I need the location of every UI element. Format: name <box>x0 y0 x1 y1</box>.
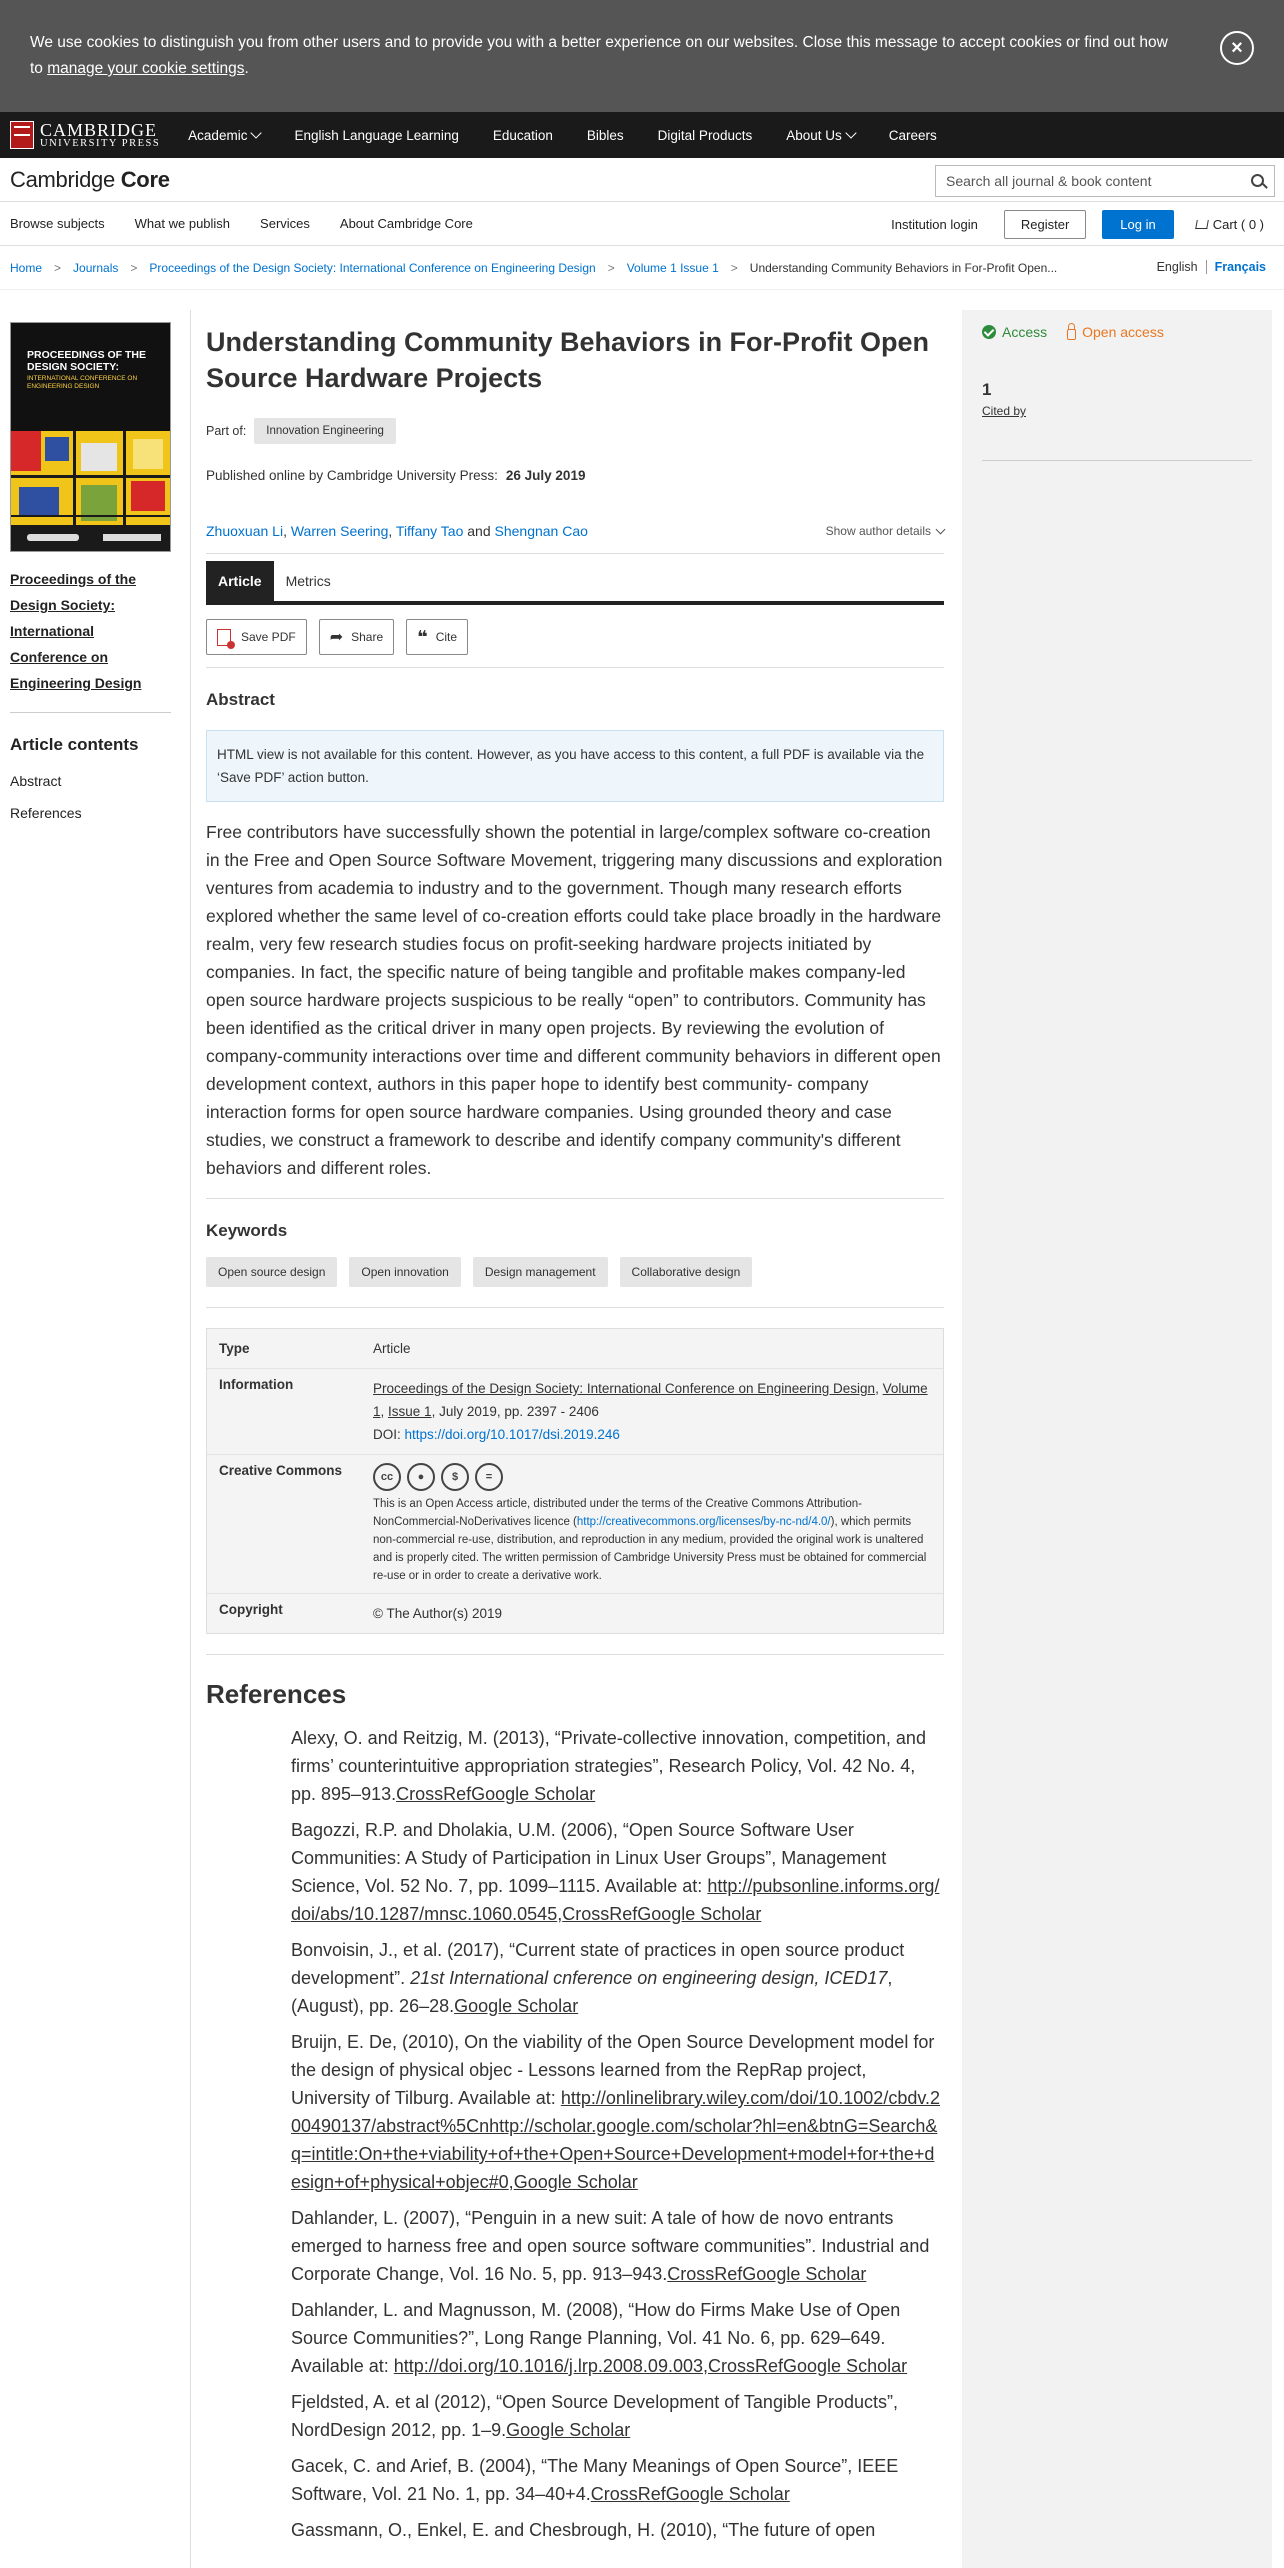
article-info-table <box>206 1328 944 1634</box>
keyword-pill[interactable]: Open source design <box>206 1257 337 1287</box>
cc-by-icon: ● <box>407 1463 435 1491</box>
cc-nc-icon: $ <box>441 1463 469 1491</box>
tab-article[interactable]: Article <box>206 561 274 601</box>
reference-item: Dahlander, L. (2007), “Penguin in a new suit: A tale of how de novo entrants emerged to harness free and open source software communities”. Industrial and Corporate Change, Vol. 16 No. 5, pp. 913–943.CrossRefGoogle Scholar <box>291 2208 930 2284</box>
reference-item: Bonvoisin, J., et al. (2017), “Current state of practices in open source product development”. 21st International cnference on engineering design, ICED17, (August), pp. 26–28.Google Scholar <box>291 1940 905 2016</box>
access-badge: Access <box>982 324 1047 340</box>
breadcrumb-home[interactable]: Home <box>10 260 43 275</box>
published-date: 26 July 2019 <box>505 468 586 483</box>
breadcrumb-journal[interactable]: Proceedings of the Design Society: International Conference on Engineering Design <box>149 260 596 275</box>
article-contents-heading: Article contents <box>10 735 139 754</box>
logo-line2: UNIVERSITY PRESS <box>40 137 161 149</box>
sidebar-divider-line <box>982 460 1252 461</box>
info-journal-link[interactable]: Proceedings of the Design Society: International Conference on Engineering Design <box>373 1381 876 1396</box>
info-label: Type <box>219 1341 250 1356</box>
crest-icon <box>10 121 34 149</box>
reference-item: Gacek, C. and Arief, B. (2004), “The Many Meanings of Open Source”, IEEE Software, Vol. 21 No. 1, pp. 34–40+4.CrossRefGoogle Scholar <box>291 2456 899 2504</box>
browse-subjects-link[interactable]: Browse subjects <box>10 216 105 231</box>
cited-by-metric[interactable] <box>982 380 1252 418</box>
info-label: Information <box>219 1377 294 1392</box>
reference-item: Bagozzi, R.P. and Dholakia, U.M. (2006), “Open Source Software User Communities: A Study of Participation in Linux User Groups”, Management Science, Vol. 52 No. 7, pp. 1099–1115. Available at: http://pubsonline.informs.org/doi/abs/10.1287/mnsc.1060.0545,CrossRefGoogle Scholar <box>291 1820 940 1924</box>
references-list <box>206 1724 944 2544</box>
open-lock-icon <box>1067 329 1076 340</box>
login-button[interactable]: Log in <box>1102 210 1173 239</box>
cover-publisher-bar <box>11 525 170 551</box>
keywords-heading: Keywords <box>206 1221 288 1240</box>
top-navigation <box>0 112 1284 158</box>
breadcrumb <box>0 246 1284 290</box>
keyword-pill[interactable]: Open innovation <box>349 1257 460 1287</box>
nav-digital-products[interactable]: Digital Products <box>657 127 753 143</box>
reference-links[interactable]: CrossRefGoogle Scholar <box>562 1904 762 1924</box>
sidebar-journal-title-link[interactable]: Proceedings of the Design Society: International Conference on Engineering Design <box>10 571 142 691</box>
nav-bibles[interactable]: Bibles <box>586 127 624 143</box>
info-row-copyright <box>207 1594 943 1633</box>
article-actions <box>206 619 944 655</box>
chevron-down-icon <box>845 127 856 138</box>
reference-item: Dahlander, L. and Magnusson, M. (2008), “How do Firms Make Use of Open Source Communities?”, Long Range Planning, Vol. 41 No. 6, pp. 629–649. Available at: http://doi.org/10.1016/j.lrp.2008.09.003,CrossRefGoogle Scholar <box>291 2300 908 2376</box>
search-box <box>935 165 1275 197</box>
cited-by-count: 1 <box>982 380 992 399</box>
institution-login-link[interactable]: Institution login <box>891 216 978 232</box>
article-main <box>206 310 944 2552</box>
what-we-publish-link[interactable]: What we publish <box>134 216 231 231</box>
share-icon: ➦ <box>329 629 344 646</box>
doi-link[interactable]: https://doi.org/10.1017/dsi.2019.246 <box>404 1427 620 1442</box>
left-sidebar <box>10 322 170 821</box>
reference-links[interactable]: Google Scholar <box>513 2172 638 2192</box>
abstract-heading: Abstract <box>206 690 275 709</box>
nav-english-language-learning[interactable]: English Language Learning <box>294 127 459 143</box>
cookie-message: We use cookies to distinguish you from other users and to provide you with a better experience on our websites. Close this message to accept cookies or find out how to manage your cookie settings. <box>30 34 1168 77</box>
collection-pill[interactable]: Innovation Engineering <box>254 418 396 444</box>
cover-artwork <box>11 431 170 527</box>
info-value: © The Author(s) 2019 <box>373 1606 503 1621</box>
article-title: Understanding Community Behaviors in For-Profit Open Source Hardware Projects <box>206 327 930 393</box>
cc-license-icons[interactable] <box>373 1463 931 1491</box>
sidebar-divider-line <box>10 712 171 713</box>
author-link[interactable]: Tiffany Tao <box>395 523 464 539</box>
info-volume-link[interactable]: Volume 1 <box>373 1381 928 1419</box>
info-issue-link[interactable]: Issue 1 <box>388 1404 432 1419</box>
services-link[interactable]: Services <box>260 216 310 231</box>
access-status <box>982 324 1252 340</box>
cambridge-core-logo[interactable]: Cambridge Core <box>10 166 170 192</box>
keyword-pill[interactable]: Design management <box>473 1257 608 1287</box>
sidebar-divider <box>190 310 191 2568</box>
info-value: Article <box>373 1341 411 1356</box>
cover-title: PROCEEDINGS OF THE DESIGN SOCIETY: <box>27 349 147 373</box>
abstract-text: Free contributors have successfully shown the potential in large/complex software co-creation in the Free and Open Source Software Movement, triggering many discussions and exploration ventures from academia to industry and to the government. Though many research efforts explored whether the same level of co-creation efforts could take place broadly in the hardware realm, very few research studies focus on profit-seeking hardware projects initiated by companies. In fact, the specific nature of being tangible and profitable makes company-led open source hardware projects suspicious to be really “open” to contributors. Community has been identified as the critical driver in many open projects. By reviewing the evolution of company-community interactions over time and different community behaviors in different open development context, authors in this paper hope to identify best community- company interaction forms for open source hardware companies. Using grounded theory and case studies, we construct a framework to describe and identify company community's different behaviors and different roles. <box>206 822 943 1178</box>
nav-careers[interactable]: Careers <box>888 127 937 143</box>
cover-subtitle: INTERNATIONAL CONFERENCE ON ENGINEERING DESIGN <box>27 375 138 390</box>
keyword-pill[interactable]: Collaborative design <box>620 1257 753 1287</box>
reference-item: Gassmann, O., Enkel, E. and Chesbrough, H. (2010), “The future of open <box>291 2520 876 2540</box>
references-heading: References <box>206 1679 347 1709</box>
reference-item: Alexy, O. and Reitzig, M. (2013), “Private-collective innovation, competition, and firms’ counterintuitive appropriation strategies”, Research Policy, Vol. 42 No. 4, pp. 895–913.CrossRefGoogle Scholar <box>291 1728 926 1804</box>
check-circle-icon <box>982 325 996 339</box>
language-english[interactable]: English <box>1157 260 1207 274</box>
breadcrumb-separator: > <box>130 260 138 275</box>
published-info: Published online by Cambridge University Press: 26 July 2019 <box>206 468 586 483</box>
breadcrumb-separator: > <box>54 260 62 275</box>
search-icon[interactable] <box>1242 166 1274 196</box>
register-button[interactable]: Register <box>1004 210 1086 239</box>
search-input[interactable] <box>936 166 1242 196</box>
authors: Zhuoxuan Li, Warren Seering, Tiffany Tao and Shengnan Cao Show author details <box>206 523 944 539</box>
breadcrumb-separator: > <box>607 260 615 275</box>
breadcrumb-issue[interactable]: Volume 1 Issue 1 <box>626 260 719 275</box>
quote-icon: ❝ <box>417 626 428 647</box>
chevron-down-icon <box>251 127 262 138</box>
reference-links[interactable]: CrossRefGoogle Scholar <box>708 2356 908 2376</box>
share-button[interactable]: ➦ Share <box>319 619 394 655</box>
reference-item: Bruijn, E. De, (2010), On the viability of the Open Source Development model for the design of physical objec - Lessons learned from the RepRap project, University of Tilburg. Available at: http://onlinelibrary.wiley.com/doi/10.1002/cbdv.200490137/abstract%5Cnhttp://scholar.google.com/scholar?hl=en&btnG=Search&q=intitle:On+the+viability+of+the+Open+Source+Development+model+for+the+design+of+physical+objec#0,Google Scholar <box>291 2032 941 2192</box>
language-switcher <box>1157 260 1266 274</box>
chevron-down-icon <box>936 524 946 534</box>
nav-education[interactable]: Education <box>492 127 553 143</box>
about-cambridge-core-link[interactable]: About Cambridge Core <box>339 216 473 231</box>
save-pdf-button[interactable]: Save PDF <box>206 619 307 655</box>
show-author-details-toggle[interactable]: Show author details <box>826 524 944 538</box>
author-link[interactable]: Shengnan Cao <box>494 523 588 539</box>
nav-academic[interactable]: Academic <box>188 128 260 143</box>
reference-item: Fjeldsted, A. et al (2012), “Open Source Development of Tangible Products”, NordDesign 2012, pp. 1–9.Google Scholar <box>291 2392 898 2440</box>
reference-links[interactable]: CrossRefGoogle Scholar <box>667 2264 867 2284</box>
info-row-information <box>207 1369 943 1455</box>
keywords-list <box>206 1257 944 1287</box>
cited-by-label[interactable]: Cited by <box>982 404 1027 418</box>
reference-url[interactable]: http://onlinelibrary.wiley.com/doi/10.1002/cbdv.200490137/abstract%5Cnhttp://scholar.google.com/scholar?hl=en&btnG=Search&q=intitle:On+the+viability+of+the+Open+Source+Development+model+for+the+design+of+physical+objec#0 <box>291 2088 941 2192</box>
logo-line1: CAMBRIDGE <box>40 119 158 140</box>
contents-abstract-link[interactable]: Abstract <box>10 773 62 789</box>
tab-metrics[interactable]: Metrics <box>285 573 331 589</box>
article-tabs <box>206 561 944 605</box>
cookie-close-button[interactable]: × <box>1220 31 1254 65</box>
breadcrumb-journals[interactable]: Journals <box>73 260 119 275</box>
pdf-icon <box>217 629 231 646</box>
info-label: Creative Commons <box>219 1463 343 1478</box>
cc-license-text: This is an Open Access article, distributed under the terms of the Creative Commons Attribution-NonCommercial-NoDerivatives licence (http://creativecommons.org/licenses/by-nc-nd/4.0/), which permits non-commercial re-use, distribution, and reproduction in any medium, provided the original work is unaltered and is properly cited. The written permission of Cambridge University Press must be obtained for commercial re-use or in order to create a derivative work. <box>373 1498 927 1582</box>
nav-about-us[interactable]: About Us <box>786 128 855 143</box>
cc-icon: cc <box>373 1463 401 1491</box>
info-value: Proceedings of the Design Society: International Conference on Engineering Design, Volume 1, Issue 1, July 2019, pp. 2397 - 2406 DOI: https://doi.org/10.1017/dsi.2019.246 <box>373 1381 928 1442</box>
reference-links[interactable]: Google Scholar <box>506 2420 631 2440</box>
reference-links[interactable]: CrossRefGoogle Scholar <box>396 1784 596 1804</box>
part-of <box>206 418 944 444</box>
cite-button[interactable]: ❝ Cite <box>406 619 468 655</box>
reference-links[interactable]: Google Scholar <box>454 1996 579 2016</box>
html-unavailable-notice: HTML view is not available for this content. However, as you have access to this content, a full PDF is available via the ‘Save PDF’ action button. <box>206 730 944 802</box>
right-sidebar <box>962 310 1272 2568</box>
journal-cover-image[interactable] <box>10 322 171 552</box>
cambridge-logo[interactable] <box>10 121 160 150</box>
info-label: Copyright <box>219 1602 283 1617</box>
info-row-type <box>207 1329 943 1369</box>
cc-nd-icon: = <box>475 1463 503 1491</box>
reference-links[interactable]: CrossRefGoogle Scholar <box>590 2484 790 2504</box>
cart-icon <box>1195 220 1209 229</box>
open-access-badge: Open access <box>1067 324 1164 340</box>
reference-url[interactable]: http://pubsonline.informs.org/doi/abs/10.1287/mnsc.1060.0545 <box>291 1876 940 1924</box>
reference-url[interactable]: http://doi.org/10.1016/j.lrp.2008.09.003 <box>393 2356 703 2376</box>
cart-link[interactable]: Cart ( 0 ) <box>1196 217 1264 232</box>
sub-navigation <box>0 202 1284 246</box>
core-header <box>0 158 1284 202</box>
manage-cookie-settings-link[interactable]: manage your cookie settings <box>47 60 245 77</box>
author-link[interactable]: Zhuoxuan Li <box>206 523 284 539</box>
contents-references-link[interactable]: References <box>10 805 82 821</box>
breadcrumb-current: Understanding Community Behaviors in For-Profit Open... <box>749 260 1058 275</box>
part-of-label: Part of: <box>206 424 247 438</box>
info-row-creative-commons <box>207 1455 943 1594</box>
cc-license-link[interactable]: http://creativecommons.org/licenses/by-nc-nd/4.0/ <box>576 1516 831 1528</box>
cookie-banner <box>0 0 1284 112</box>
language-french[interactable]: Français <box>1214 260 1266 274</box>
breadcrumb-separator: > <box>730 260 738 275</box>
author-link[interactable]: Warren Seering <box>290 523 389 539</box>
